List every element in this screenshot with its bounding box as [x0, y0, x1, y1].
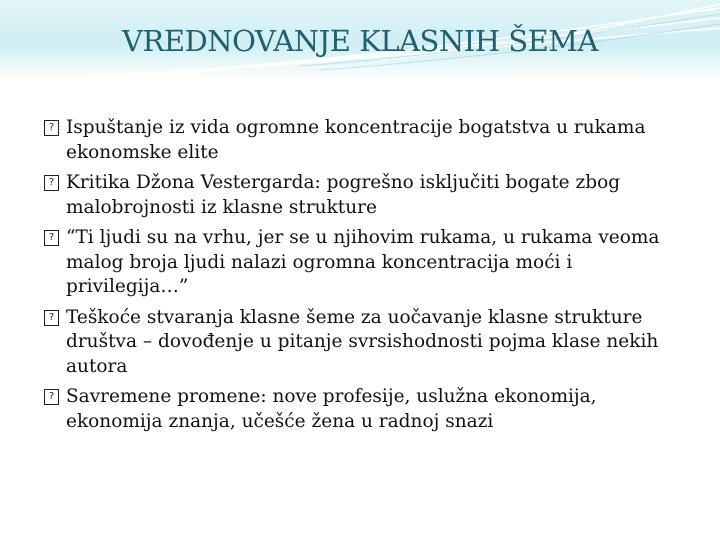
missing-glyph-box-icon: ?	[44, 310, 59, 326]
bullet-item	[44, 306, 684, 380]
bullet-text: “Ti ljudi su na vrhu, jer se u njihovim rukama, u rukama veoma malog broja ljudi nalazi ogromna koncentracija moći i privilegija…”	[66, 227, 660, 297]
bullet-item	[44, 116, 684, 165]
bullet-text: Savremene promene: nove profesije, uslužna ekonomija, ekonomija znanja, učešće žena u radnoj snazi	[66, 386, 597, 432]
missing-glyph-box-icon: ?	[44, 389, 59, 405]
bullet-text: Kritika Džona Vestergarda: pogrešno isključiti bogate zbog malobrojnosti iz klasne strukture	[66, 172, 621, 218]
bullet-item	[44, 385, 684, 434]
bullet-list	[44, 116, 684, 440]
missing-glyph-box-icon: ?	[44, 230, 59, 246]
missing-glyph-box-icon: ?	[44, 120, 59, 136]
bullet-text: Teškoće stvaranja klasne šeme za uočavanje klasne strukture društva – dovođenje u pitanje svrsishodnosti pojma klase nekih autora	[66, 306, 659, 377]
bullet-item	[44, 226, 684, 300]
slide-title: VREDNOVANJE KLASNIH ŠEMA	[122, 24, 598, 58]
bullet-text: Ispuštanje iz vida ogromne koncentracije bogatstva u rukama ekonomske elite	[66, 117, 646, 163]
bullet-item	[44, 171, 684, 220]
missing-glyph-box-icon: ?	[44, 175, 59, 191]
